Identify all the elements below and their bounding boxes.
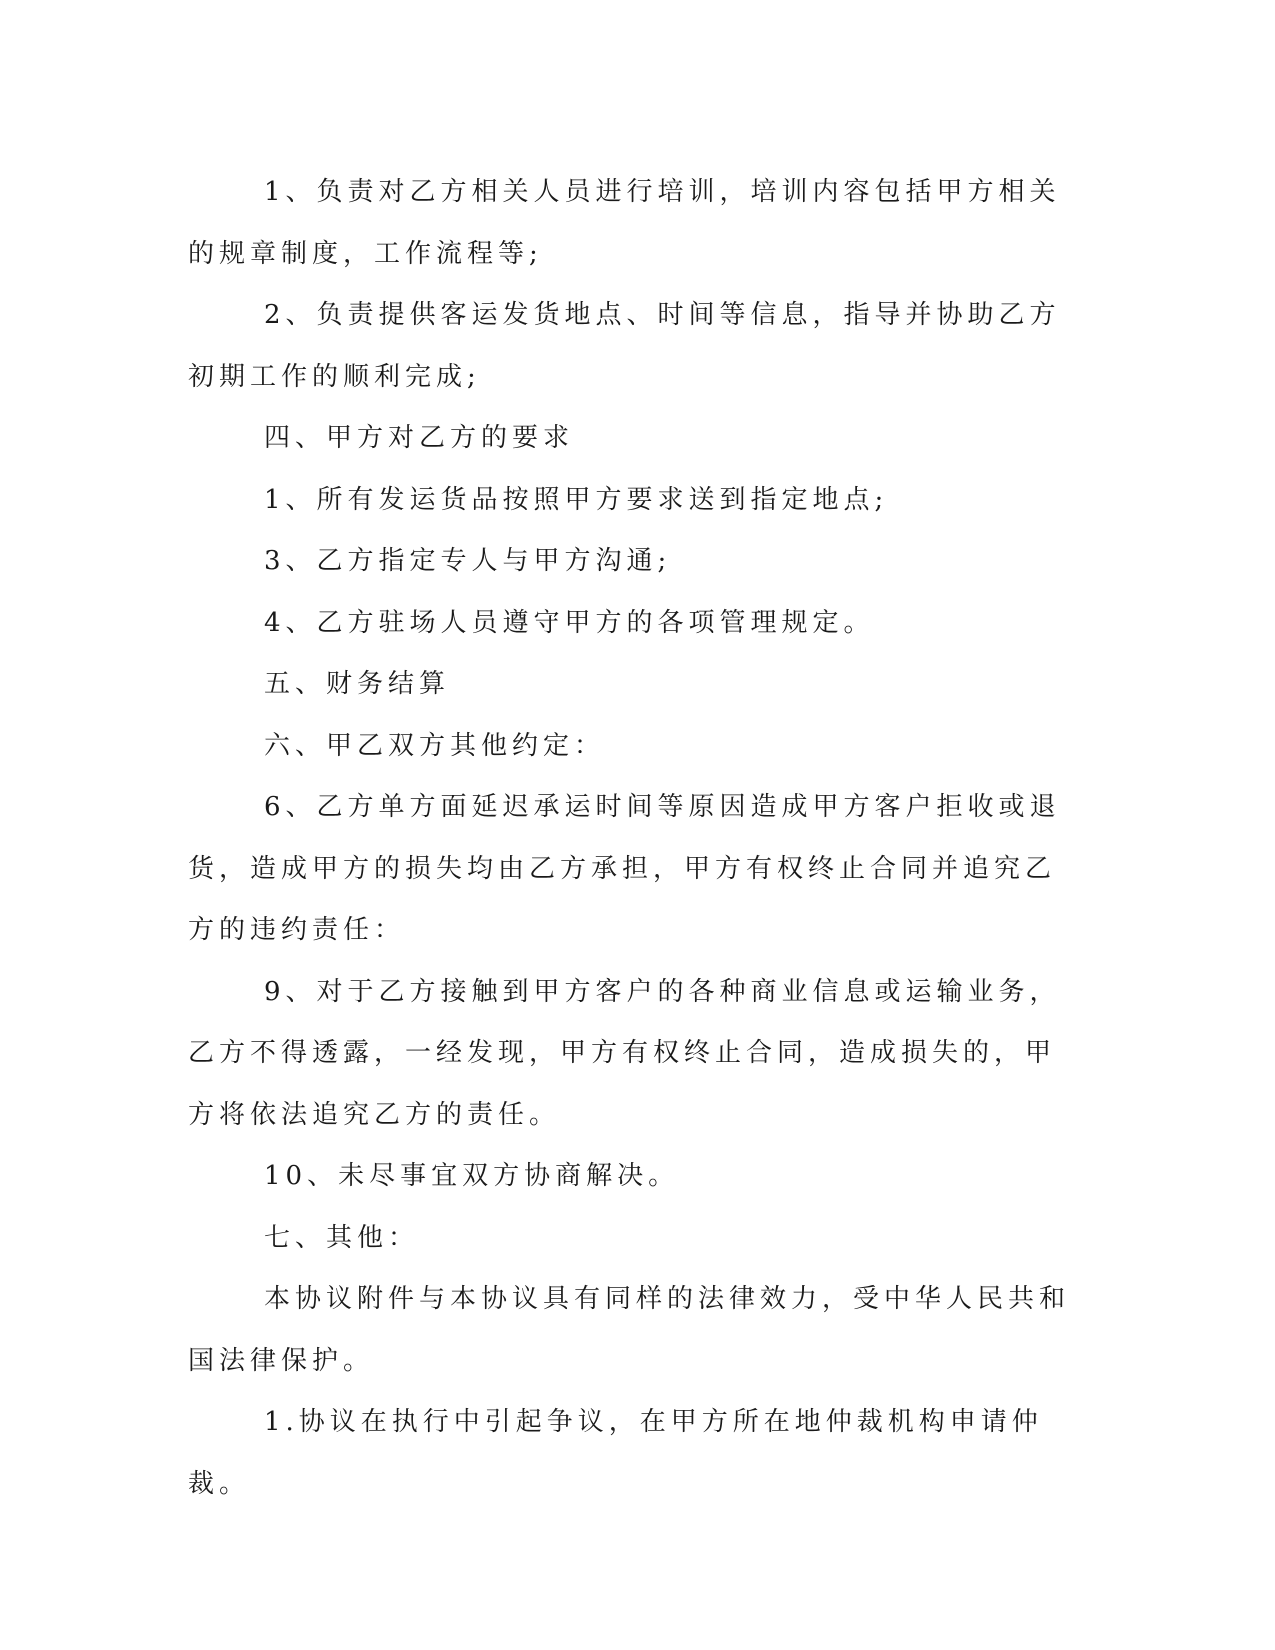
section-heading-miscellaneous: 七、其他：	[264, 1222, 420, 1253]
paragraph-shipping-info: 2、负责提供客运发货地点、时间等信息，指导并协助乙方初期工作的顺利完成;	[188, 300, 1061, 392]
paragraph-legal-effect: 本协议附件与本协议具有同样的法律效力，受中华人民共和国法律保护。	[188, 1284, 1071, 1376]
paragraph-arbitration: 1.协议在执行中引起争议，在甲方所在地仲裁机构申请仲裁。	[188, 1407, 1043, 1499]
section-heading-requirements: 四、甲方对乙方的要求	[264, 423, 575, 453]
document-body	[188, 162, 1078, 1515]
paragraph-delivery-location: 1、所有发运货品按照甲方要求送到指定地点;	[264, 484, 889, 515]
paragraph-training: 1、负责对乙方相关人员进行培训，培训内容包括甲方相关的规章制度，工作流程等;	[188, 177, 1061, 269]
section-heading-finance: 五、财务结算	[264, 669, 451, 699]
paragraph-onsite-rules: 4、乙方驻场人员遵守甲方的各项管理规定。	[264, 607, 875, 638]
paragraph-negotiation: 10、未尽事宜双方协商解决。	[264, 1161, 680, 1191]
paragraph-delay-liability: 6、乙方单方面延迟承运时间等原因造成甲方客户拒收或退货，造成甲方的损失均由乙方承担，甲方有权终止合同并追究乙方的违约责任：	[188, 792, 1061, 945]
paragraph-contact-person: 3、乙方指定专人与甲方沟通;	[264, 546, 672, 576]
paragraph-confidentiality: 9、对于乙方接触到甲方客户的各种商业信息或运输业务，乙方不得透露，一经发现，甲方有权终止合同，造成损失的，甲方将依法追究乙方的责任。	[188, 976, 1061, 1130]
section-heading-other-agreements: 六、甲乙双方其他约定：	[264, 730, 606, 761]
